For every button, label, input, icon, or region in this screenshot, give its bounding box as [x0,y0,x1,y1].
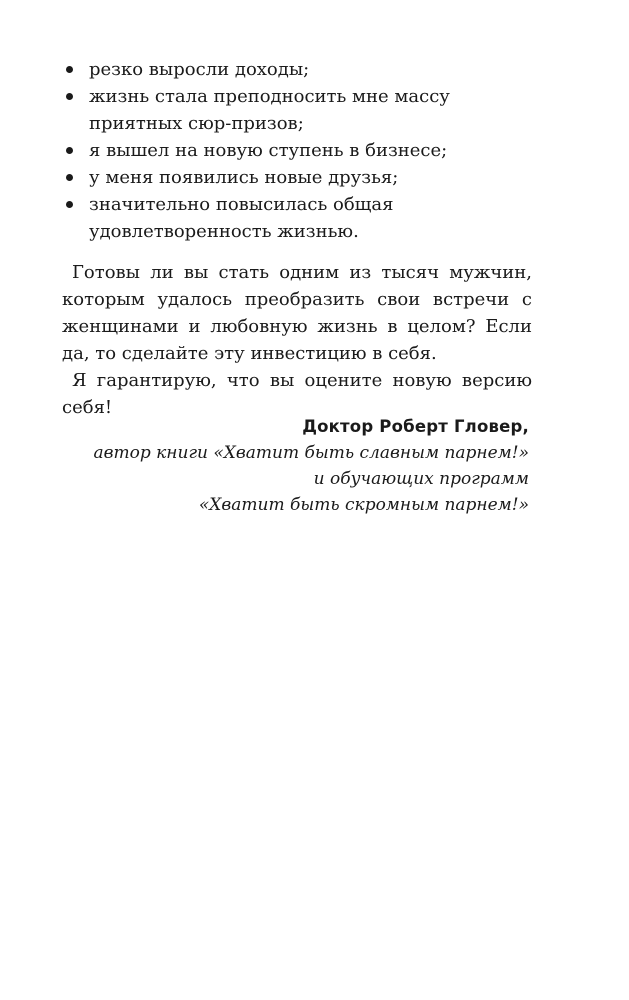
author-credit-line: автор книги «Хватит быть славным парнем!» [93,443,529,463]
paragraph-guarantee: Я гарантирую, что вы оцените новую версию себя! [62,370,532,418]
bullet-text: резко выросли доходы; [89,59,310,80]
bullet-text: у меня появились новые друзья; [89,167,399,188]
list-item [62,164,532,191]
list-item [62,137,532,164]
bullet-text: я вышел на новую ступень в бизнесе; [89,140,448,161]
bullet-list [62,56,532,245]
bullet-text: жизнь стала преподносить мне массу приятных сюр-призов; [89,86,450,134]
bullet-icon [66,66,73,73]
bullet-icon [66,147,73,154]
bullet-icon [66,201,73,208]
bullet-icon [66,174,73,181]
author-credit-line: и обучающих программ [313,469,529,489]
author-credit-line: «Хватит быть скромным парнем!» [198,495,529,515]
list-item [62,83,532,137]
signature-block [59,414,529,518]
bullet-text: значительно повысилась общая удовлетворенность жизнью. [89,194,394,242]
author-name: Доктор Роберт Гловер, [302,417,529,436]
list-item [62,56,532,83]
paragraph-invitation: Готовы ли вы стать одним из тысяч мужчин, которым удалось преобразить свои встречи с женщинами и любовную жизнь в целом? Если да, то сделайте эту инвестицию в себя. [62,262,532,364]
bullet-icon [66,93,73,100]
list-item [62,191,532,245]
